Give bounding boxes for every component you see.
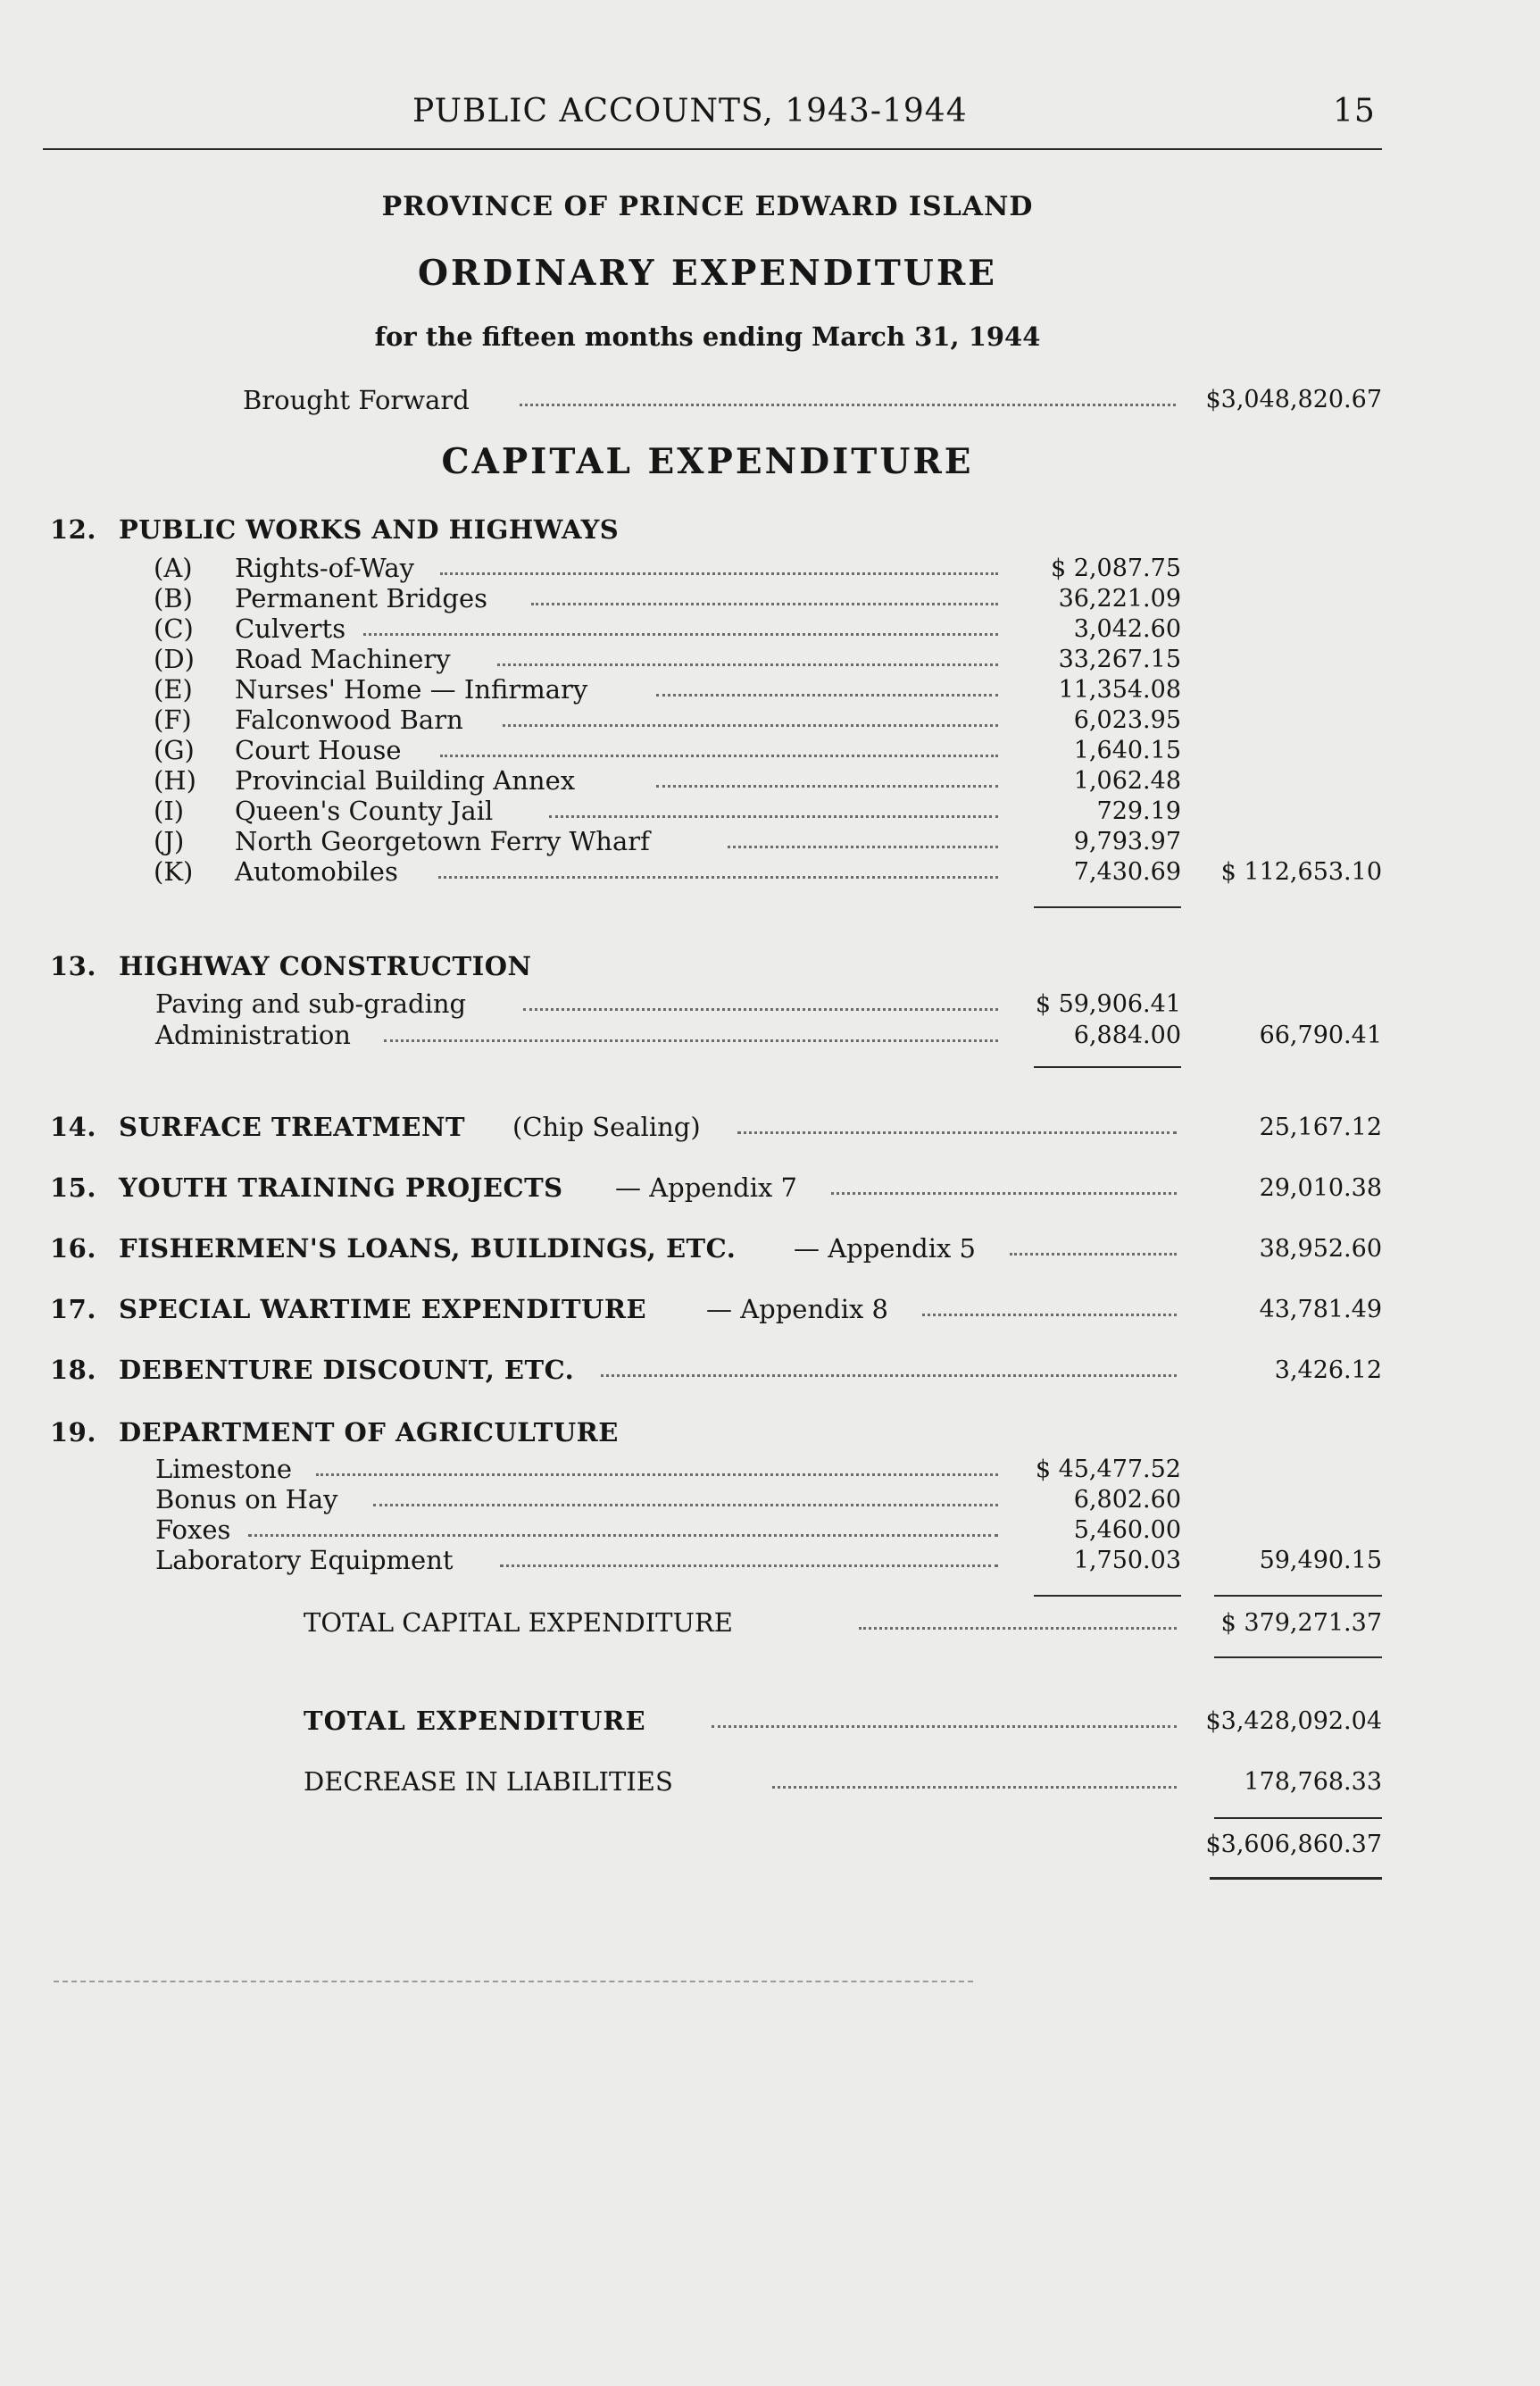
leader-dots bbox=[922, 1310, 1177, 1316]
leader-dots bbox=[859, 1623, 1177, 1630]
item-amount: 7,430.69 bbox=[1073, 858, 1181, 886]
section-number: 12. bbox=[50, 514, 96, 545]
leader-dots bbox=[523, 1005, 998, 1011]
item-label: Limestone bbox=[155, 1454, 293, 1484]
section-title: SPECIAL WARTIME EXPENDITURE bbox=[119, 1294, 647, 1324]
leader-dots bbox=[772, 1782, 1177, 1789]
item-label: Paving and sub-grading bbox=[155, 989, 467, 1019]
section-title: PUBLIC WORKS AND HIGHWAYS bbox=[119, 514, 620, 545]
section-total: 59,490.15 bbox=[1259, 1547, 1382, 1574]
leader-dots bbox=[520, 400, 1176, 406]
section-number: 16. bbox=[50, 1233, 96, 1264]
item-label: Automobiles bbox=[235, 856, 398, 887]
item-label: Foxes bbox=[155, 1514, 231, 1545]
section-number: 17. bbox=[50, 1294, 96, 1324]
item-label: Nurses' Home — Infirmary bbox=[235, 674, 588, 705]
item-amount: 1,750.03 bbox=[1073, 1547, 1181, 1574]
section-total: 66,790.41 bbox=[1259, 1022, 1382, 1049]
item-amount: 9,793.97 bbox=[1073, 828, 1181, 855]
item-label: Administration bbox=[155, 1020, 351, 1050]
item-amount: 6,884.00 bbox=[1073, 1022, 1181, 1049]
section-number: 15. bbox=[50, 1172, 96, 1203]
section-total: 29,010.38 bbox=[1259, 1174, 1382, 1202]
section-title: YOUTH TRAINING PROJECTS bbox=[119, 1172, 563, 1203]
item-label: Culverts bbox=[235, 613, 346, 644]
leader-dots bbox=[497, 660, 998, 666]
section-total: 25,167.12 bbox=[1259, 1114, 1382, 1141]
item-amount: 36,221.09 bbox=[1058, 585, 1181, 613]
section-note: — Appendix 5 bbox=[794, 1233, 976, 1264]
leader-dots bbox=[500, 1561, 998, 1567]
period-subtitle: for the fifteen months ending March 31, 1944 bbox=[374, 321, 1041, 352]
leader-dots bbox=[248, 1531, 998, 1537]
province-title: PROVINCE OF PRINCE EDWARD ISLAND bbox=[381, 191, 1034, 222]
leader-dots bbox=[1010, 1249, 1177, 1256]
subtotal-rule bbox=[1034, 906, 1181, 908]
item-letter: (J) bbox=[154, 826, 185, 856]
section-number: 18. bbox=[50, 1355, 96, 1385]
divider bbox=[54, 1981, 973, 1982]
item-amount: 6,802.60 bbox=[1073, 1486, 1181, 1514]
section-total: 3,426.12 bbox=[1274, 1356, 1382, 1384]
brought-forward-label: Brought Forward bbox=[243, 385, 470, 415]
item-label: Bonus on Hay bbox=[155, 1484, 338, 1514]
item-label: Rights-of-Way bbox=[235, 553, 415, 583]
section-number: 13. bbox=[50, 951, 96, 981]
leader-dots bbox=[531, 599, 998, 605]
leader-dots bbox=[384, 1036, 998, 1042]
section-note: — Appendix 7 bbox=[615, 1172, 797, 1203]
leader-dots bbox=[728, 842, 998, 848]
item-amount: 5,460.00 bbox=[1073, 1516, 1181, 1544]
section-title: HIGHWAY CONSTRUCTION bbox=[119, 951, 532, 981]
section-number: 19. bbox=[50, 1417, 96, 1447]
item-amount: $ 59,906.41 bbox=[1035, 990, 1181, 1018]
item-amount: 729.19 bbox=[1096, 797, 1181, 825]
item-letter: (B) bbox=[154, 583, 193, 613]
ordinary-expenditure-title: ORDINARY EXPENDITURE bbox=[418, 253, 997, 294]
leader-dots bbox=[316, 1470, 998, 1476]
item-label: Falconwood Barn bbox=[235, 705, 463, 735]
leader-dots bbox=[503, 721, 998, 727]
total-expenditure-amount: $3,428,092.04 bbox=[1205, 1707, 1382, 1735]
double-rule bbox=[1210, 1877, 1382, 1880]
capital-expenditure-title: CAPITAL EXPENDITURE bbox=[441, 441, 974, 482]
item-letter: (H) bbox=[154, 765, 196, 796]
item-amount: 3,042.60 bbox=[1073, 615, 1181, 643]
section-title: FISHERMEN'S LOANS, BUILDINGS, ETC. bbox=[119, 1233, 737, 1264]
item-letter: (I) bbox=[154, 796, 185, 826]
leader-dots bbox=[737, 1128, 1177, 1134]
header-rule bbox=[43, 148, 1382, 150]
running-title: PUBLIC ACCOUNTS, 1943-1944 bbox=[412, 93, 968, 129]
total-capital-label: TOTAL CAPITAL EXPENDITURE bbox=[304, 1607, 733, 1638]
grand-total-amount: $3,606,860.37 bbox=[1205, 1831, 1382, 1858]
item-letter: (C) bbox=[154, 613, 194, 644]
item-amount: $ 2,087.75 bbox=[1051, 555, 1181, 582]
item-letter: (K) bbox=[154, 856, 194, 887]
item-label: Court House bbox=[235, 735, 402, 765]
subtotal-rule bbox=[1034, 1595, 1181, 1597]
leader-dots bbox=[656, 690, 998, 697]
subtotal-rule bbox=[1034, 1066, 1181, 1068]
item-amount: 33,267.15 bbox=[1058, 646, 1181, 673]
section-title: SURFACE TREATMENT bbox=[119, 1112, 466, 1142]
item-amount: 11,354.08 bbox=[1058, 676, 1181, 704]
page-number: 15 bbox=[1333, 93, 1376, 129]
section-title: DEBENTURE DISCOUNT, ETC. bbox=[119, 1355, 575, 1385]
leader-dots bbox=[440, 751, 998, 757]
item-label: Permanent Bridges bbox=[235, 583, 488, 613]
decrease-liabilities-label: DECREASE IN LIABILITIES bbox=[304, 1766, 673, 1797]
item-amount: $ 45,477.52 bbox=[1035, 1456, 1181, 1483]
leader-dots bbox=[656, 781, 998, 788]
leader-dots bbox=[373, 1500, 998, 1506]
decrease-liabilities-amount: 178,768.33 bbox=[1244, 1768, 1382, 1796]
section-title: DEPARTMENT OF AGRICULTURE bbox=[119, 1417, 619, 1447]
item-label: Provincial Building Annex bbox=[235, 765, 576, 796]
leader-dots bbox=[363, 630, 998, 636]
sum-rule bbox=[1214, 1817, 1382, 1819]
total-rule bbox=[1214, 1656, 1382, 1658]
section-number: 14. bbox=[50, 1112, 96, 1142]
item-label: Laboratory Equipment bbox=[155, 1545, 454, 1575]
subtotal-rule bbox=[1214, 1595, 1382, 1597]
leader-dots bbox=[549, 812, 998, 818]
section-total: 38,952.60 bbox=[1259, 1235, 1382, 1263]
item-letter: (G) bbox=[154, 735, 195, 765]
item-label: North Georgetown Ferry Wharf bbox=[235, 826, 650, 856]
brought-forward-amount: $3,048,820.67 bbox=[1205, 386, 1382, 413]
item-label: Queen's County Jail bbox=[235, 796, 494, 826]
item-label: Road Machinery bbox=[235, 644, 451, 674]
leader-dots bbox=[831, 1189, 1177, 1195]
item-letter: (D) bbox=[154, 644, 195, 674]
section-total: $ 112,653.10 bbox=[1220, 858, 1382, 886]
item-amount: 1,640.15 bbox=[1073, 737, 1181, 764]
item-letter: (E) bbox=[154, 674, 193, 705]
leader-dots bbox=[440, 569, 998, 575]
item-letter: (F) bbox=[154, 705, 192, 735]
section-note: (Chip Sealing) bbox=[512, 1112, 701, 1142]
section-note: — Appendix 8 bbox=[706, 1294, 888, 1324]
total-expenditure-label: TOTAL EXPENDITURE bbox=[304, 1706, 646, 1736]
leader-dots bbox=[712, 1722, 1177, 1728]
item-amount: 6,023.95 bbox=[1073, 706, 1181, 734]
leader-dots bbox=[601, 1371, 1177, 1377]
leader-dots bbox=[438, 872, 998, 879]
section-total: 43,781.49 bbox=[1259, 1296, 1382, 1323]
item-letter: (A) bbox=[154, 553, 193, 583]
item-amount: 1,062.48 bbox=[1073, 767, 1181, 795]
total-capital-amount: $ 379,271.37 bbox=[1220, 1609, 1382, 1637]
